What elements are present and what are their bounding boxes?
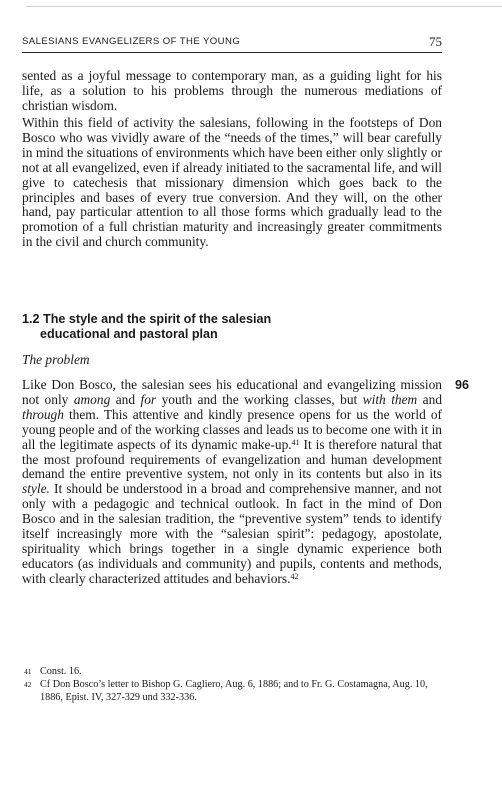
footnote-number: 42: [24, 680, 32, 690]
top-edge-rule: [26, 6, 502, 7]
footnotes: [22, 666, 452, 704]
text-run: It is therefore natural that the most profound requirements of evangelization and human development demand the entire preventive system, not only in its contents but also in its: [22, 436, 442, 482]
emphasis-for: for: [140, 391, 157, 407]
running-title: SALESIANS EVANGELIZERS OF THE YOUNG: [22, 36, 241, 47]
subheading-the-problem: The problem: [22, 352, 90, 367]
text-run: Like Don Bosco, the salesian sees his educational and evangelizing mission not only: [22, 377, 442, 407]
paragraph-problem: [22, 378, 442, 587]
section-heading-line-1: 1.2 The style and the spirit of the salesian: [22, 312, 272, 326]
section-heading: [22, 312, 271, 341]
footnote-42: [22, 679, 452, 704]
paragraph-evangelization: [22, 116, 442, 250]
emphasis-with-them: with them: [362, 391, 418, 407]
text-run: them. This attentive and kindly presence opens for us the world of young people and of the working classes and leads us to become one with it in all the legitimate aspects of its dynamic make-up.: [22, 406, 442, 452]
emphasis-through: through: [22, 406, 64, 422]
footnote-text: Const. 16.: [40, 666, 82, 677]
footnote-ref-42[interactable]: 42: [290, 571, 299, 581]
paragraph-1-text: sented as a joyful message to contemporary man, as a guiding light for his life, as a solution to his problems through the numerous mediations of christian wisdom.: [22, 68, 442, 113]
page-number: 75: [429, 34, 442, 49]
emphasis-style: style.: [22, 481, 50, 497]
text-run: It should be understood in a broad and comprehensive manner, and not only with a pedagogic and technical outlook. In fact in the mind of Don Bosco and in the salesian tradition, the “preventive system” tends to identify itself increasingly more with the “salesian spirit”: pedagogy, apostolate, spirituality which brings together in a single dynamic experience both educators (as individuals and community) and pupils, contents and methods, with clearly characterized attitudes and behaviors.: [22, 481, 442, 586]
paragraph-continuation: [22, 69, 442, 114]
text-run: and: [110, 391, 141, 407]
text-run: and: [417, 391, 443, 407]
section-heading-line-2: educational and pastoral plan: [40, 326, 218, 341]
emphasis-among: among: [73, 391, 111, 407]
margin-paragraph-number: 96: [455, 378, 470, 392]
footnote-text: Cf Don Bosco’s letter to Bishop G. Cagliero, Aug. 6, 1886; and to Fr. G. Costamagna, Aug. 10, 1886, Epist. IV, 327-329 und 332-336.: [40, 679, 428, 703]
footnote-number: 41: [24, 667, 32, 676]
running-header: [22, 34, 442, 52]
paragraph-2-text: Within this field of activity the salesians, following in the footsteps of Don Bosco who was vividly aware of the “needs of the times,” will bear carefully in mind the situations of environments which have been either only slightly or not at all evangelized, even if already initiated to the sacramental life, and will give to catechesis that missionary dimension which goes back to the principles and bases of every true conversion. And they will, on the other hand, pay particular attention to all those forms which gradually lead to the promotion of a full christian maturity and increasingly greater commitments in the civil and church community.: [22, 115, 442, 250]
footnote-ref-41[interactable]: 41: [291, 437, 300, 447]
footnote-41: [22, 666, 452, 678]
paragraph-3-text: [22, 378, 442, 587]
header-rule: [22, 52, 442, 53]
text-run: youth and the working classes, but: [156, 391, 363, 407]
